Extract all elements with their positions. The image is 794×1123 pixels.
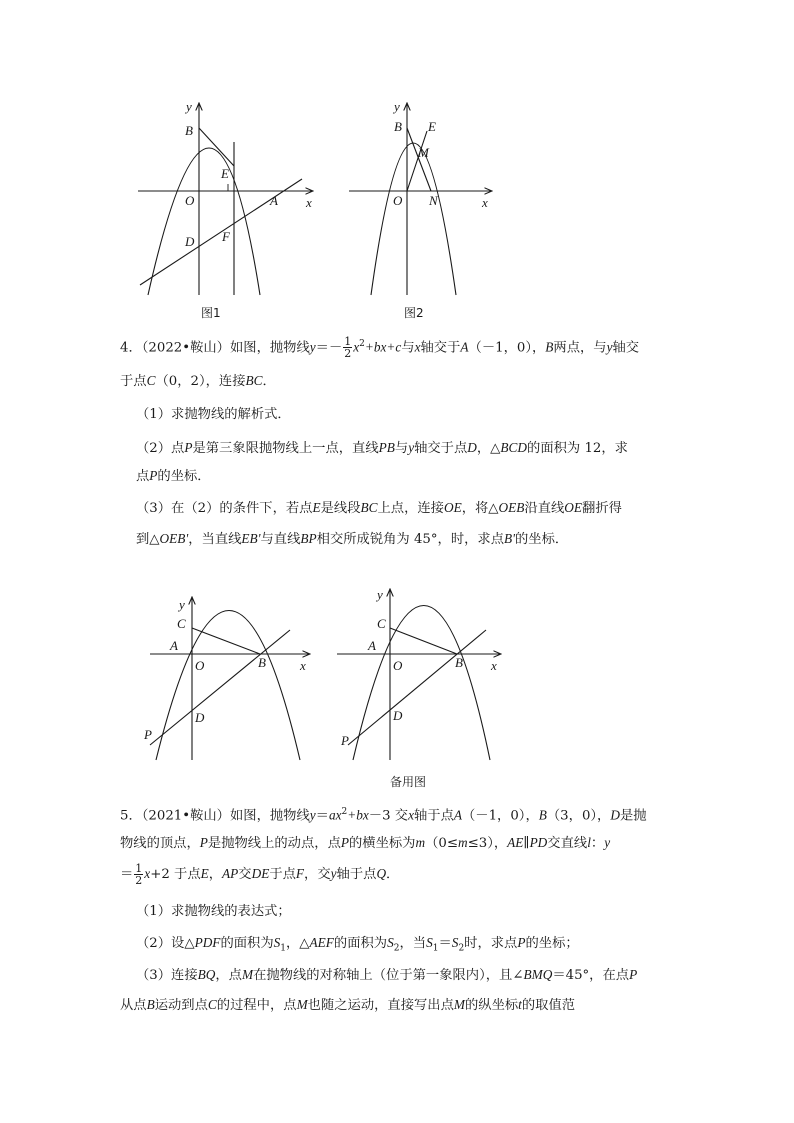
label-d: D: [393, 708, 403, 723]
line-cb: [192, 628, 260, 654]
q4-line-3: （1）求抛物线的解析式．: [136, 407, 291, 422]
label-y: y: [377, 587, 383, 602]
q5-line-4: （1）求抛物线的表达式；: [136, 904, 291, 919]
label-b: B: [455, 655, 463, 670]
label-m: M: [418, 145, 429, 160]
label-o: O: [185, 193, 195, 208]
label-n: N: [429, 193, 438, 208]
label-c: C: [177, 616, 186, 631]
q4-line-5: 点P的坐标．: [136, 468, 211, 484]
figure-4-caption: 备用图: [390, 775, 427, 789]
label-y: y: [186, 99, 192, 114]
label-f: F: [222, 229, 230, 244]
label-c: C: [377, 616, 386, 631]
label-p: P: [144, 727, 152, 742]
q4-line-2: 于点C（0，2），连接BC．: [120, 373, 276, 389]
figure-2: [345, 95, 505, 300]
label-d: D: [195, 710, 205, 725]
label-p: P: [341, 733, 349, 748]
q4-line-6: （3）在（2）的条件下，若点E是线段BC上点，连接OE，将△OEB沿直线OE翻折得: [136, 500, 622, 516]
label-b: B: [394, 119, 402, 134]
parabola: [371, 143, 456, 295]
q5-line-6: （3）连接BQ，点M在抛物线的对称轴上（位于第一象限内），且∠BMQ＝45°，在点P: [136, 967, 638, 983]
fraction: $\frac{1}{2}$: [135, 862, 143, 887]
label-y: y: [179, 597, 185, 612]
q4-line-7: 到△OEB'，当直线EB'与直线BP相交所成锐角为 45°，时，求点B'的坐标．: [136, 531, 569, 547]
label-e: E: [428, 119, 436, 134]
line-cb: [390, 628, 457, 654]
line-oe: [407, 131, 427, 191]
label-x: x: [482, 195, 488, 210]
q5-line-7: 从点B运动到点C的过程中，点M也随之运动，直接写出点M的纵坐标t的取值范: [120, 997, 576, 1013]
q4-line-4: （2）点P是第三象限抛物线上一点，直线PB与y轴交于点D，△BCD的面积为 12，求: [136, 440, 628, 456]
label-b: B: [185, 123, 193, 138]
label-a: A: [170, 638, 178, 653]
q5-line-3: ＝ $\frac{1}{2}$ x+2 于点E，AP交DE于点F，交y轴于点Q．: [120, 862, 400, 887]
label-x: x: [306, 195, 312, 210]
figure-1: [130, 95, 330, 300]
parabola: [156, 611, 300, 761]
label-o: O: [393, 658, 403, 673]
q5-line-1: 5．（2021•鞍山）如图，抛物线$y=ax^2+bx-3$ 交x轴于点A（－1，0），B（3，0），D是抛: [120, 807, 647, 824]
q5-line-2: 物线的顶点，P是抛物线上的动点，点P的横坐标为m（0≤m≤3），AE∥PD交直线l：y: [120, 835, 611, 851]
line-be: [199, 128, 234, 166]
figure-4: [333, 585, 513, 765]
label-o: O: [195, 658, 205, 673]
right-angle-mark: [228, 184, 234, 191]
q5-line-5: （2）设△PDF的面积为$S_1$，△AEF的面积为$S_2$，当$S_1=S_2$时，求点P的坐标；: [136, 935, 579, 954]
figure-3: [140, 595, 320, 765]
label-x: x: [300, 658, 306, 673]
figure-2-caption: 图2: [404, 306, 424, 320]
label-b: B: [258, 655, 266, 670]
label-d: D: [185, 234, 195, 249]
label-x: x: [491, 658, 497, 673]
parabola: [148, 148, 260, 295]
label-a: A: [270, 193, 278, 208]
label-y: y: [394, 99, 400, 114]
label-e: E: [221, 166, 229, 181]
figure-1-caption: 图1: [201, 306, 221, 320]
label-o: O: [393, 193, 403, 208]
q4-line-1: 4．（2022•鞍山）如图，抛物线y＝－ $\frac{1}{2}$ $x^2+bx+c$与x轴交于A（－1，0），B两点，与y轴交: [120, 335, 640, 361]
label-a: A: [368, 638, 376, 653]
fraction: $\frac{1}{2}$: [344, 335, 352, 361]
parabola: [353, 606, 490, 761]
